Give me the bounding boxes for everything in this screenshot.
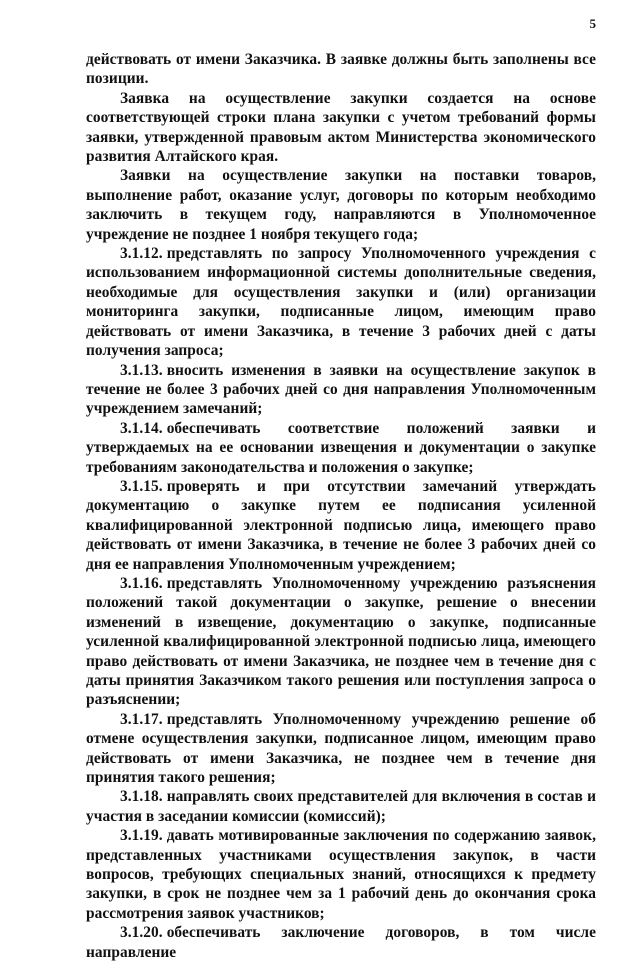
paragraph-application-creation [86, 89, 596, 167]
clause-text: представлять Уполномоченному учреждению разъяснения положений такой документации о закупке, решение о внесении изменений в извещение, документацию о закупке, подписанные усиленной квалифицированной электронной подписью лица, имеющего право действовать от имени Заказчика, не позднее чем в течение дня с даты принятия Заказчиком такого решения или поступления запроса о разъяснении; [86, 574, 596, 709]
clause-3-1-15 [86, 477, 596, 574]
clause-number: 3.1.13. [120, 361, 163, 379]
clause-number: 3.1.20. [120, 924, 163, 942]
paragraph-text: действовать от имени Заказчика. В заявке должны быть заполнены все позиции. [86, 51, 596, 88]
clause-3-1-17 [86, 710, 596, 788]
clause-text: представлять Уполномоченному учреждению решение об отмене осуществления закупки, подписанное лицом, имеющим право действовать от имени Заказчика, не позднее чем в течение дня принятия такого решения; [86, 710, 596, 787]
clause-text: направлять своих представителей для включения в состав и участия в заседании комиссии (комиссий); [86, 788, 596, 825]
clause-number: 3.1.19. [120, 827, 163, 845]
clause-number: 3.1.12. [120, 245, 163, 263]
clause-text: обеспечивать соответствие положений заявки и утверждаемых на ее основании извещения и документации о закупке требованиям законодательства и положения о закупке; [86, 419, 596, 476]
document-body [86, 50, 596, 962]
clause-3-1-13 [86, 361, 596, 419]
clause-3-1-19 [86, 826, 596, 923]
clause-3-1-18 [86, 787, 596, 826]
paragraph-continuation [86, 50, 596, 89]
clause-text: проверять и при отсутствии замечаний утверждать документацию о закупке путем ее подписания усиленной квалифицированной электронной подписью лица, имеющего право действовать от имени Заказчика, в течение не более 3 рабочих дней со дня ее направления Уполномоченным учреждением; [86, 477, 596, 573]
clause-text: давать мотивированные заключения по содержанию заявок, представленных участниками осуществления закупок, в части вопросов, требующих специальных знаний, относящихся к предмету закупки, в срок не позднее чем за 1 рабочий день до окончания срока рассмотрения заявок участников; [86, 827, 596, 922]
clause-3-1-12 [86, 244, 596, 360]
clause-text: обеспечивать заключение договоров, в том числе направление [86, 924, 596, 961]
clause-number: 3.1.15. [120, 477, 163, 495]
paragraph-text: Заявка на осуществление закупки создается на основе соответствующей строки плана закупки с учетом требований формы заявки, утвержденной правовым актом Министерства экономического развития Алтайского края. [86, 89, 596, 166]
clause-3-1-14 [86, 419, 596, 477]
clause-number: 3.1.18. [120, 788, 163, 806]
paragraph-application-deadline [86, 166, 596, 244]
paragraph-text: Заявки на осуществление закупки на поставки товаров, выполнение работ, оказание услуг, договоры по которым необходимо заключить в текущем году, направляются в Уполномоченное учреждение не позднее 1 ноября текущего года; [86, 167, 596, 243]
clause-3-1-16 [86, 574, 596, 710]
page-number: 5 [589, 16, 596, 31]
clause-text: вносить изменения в заявки на осуществление закупок в течение не более 3 рабочих дней со дня направления Уполномоченным учреждением замечаний; [86, 361, 596, 418]
clause-text: представлять по запросу Уполномоченного учреждения с использованием информационной системы дополнительные сведения, необходимые для осуществления закупки и (или) организации мониторинга закупки, подписанные лицом, имеющим право действовать от имени Заказчика, в течение 3 рабочих дней с даты получения запроса; [86, 245, 596, 360]
clause-number: 3.1.17. [120, 710, 163, 728]
clause-number: 3.1.16. [120, 574, 163, 592]
clause-number: 3.1.14. [120, 419, 163, 437]
clause-3-1-20 [86, 923, 596, 962]
